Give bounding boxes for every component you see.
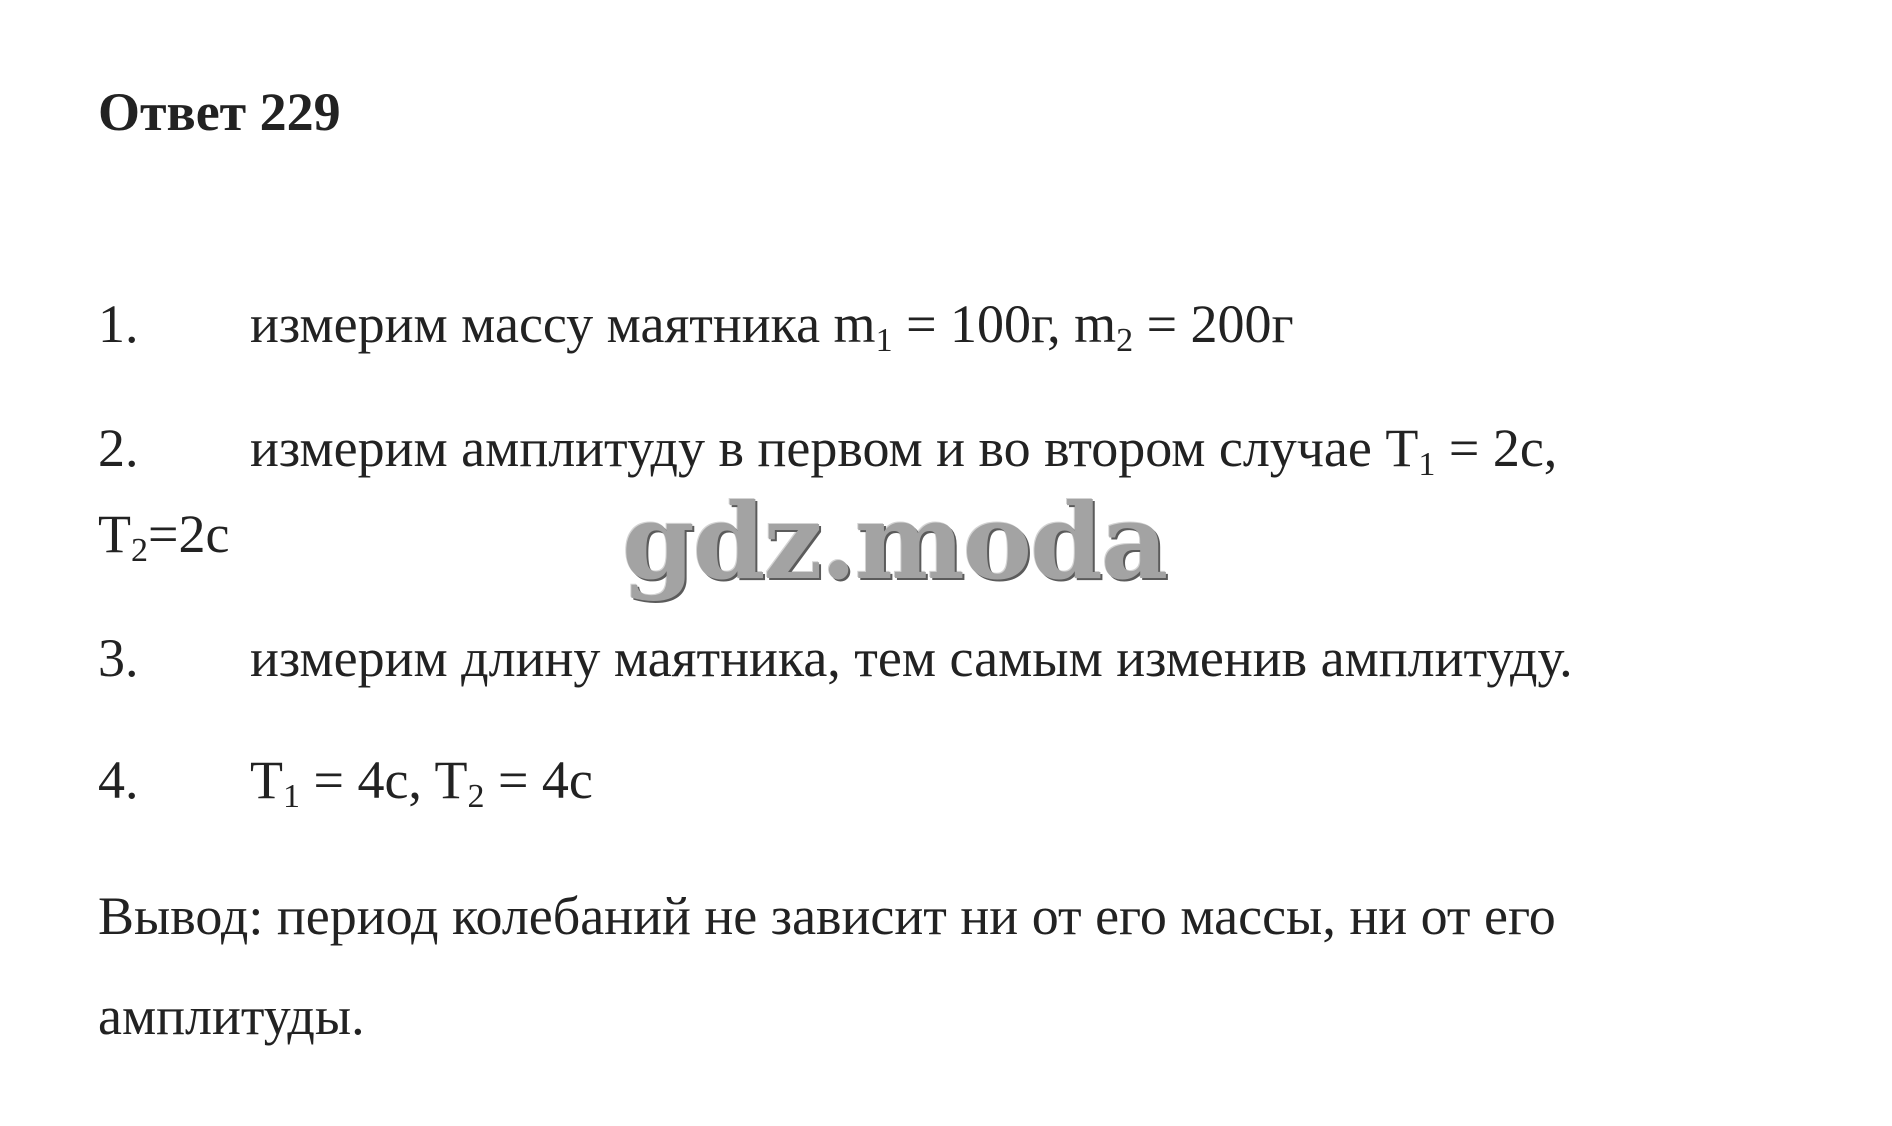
item-text-segment: = 4c, T <box>300 750 468 810</box>
item-number: 4. <box>98 750 139 810</box>
subscript: 1 <box>875 322 893 359</box>
item-text-segment: измерим амплитуду в первом и во втором случае T <box>250 418 1419 478</box>
item-number: 3. <box>98 628 139 688</box>
list-item-2-continuation <box>98 500 229 568</box>
subscript: 2 <box>131 532 148 569</box>
conclusion-line-1: Вывод: период колебаний не зависит ни от его массы, ни от его <box>98 886 1556 946</box>
item-number: 2. <box>98 418 139 478</box>
item-text <box>250 290 1294 358</box>
subscript: 2 <box>1116 322 1134 359</box>
answer-heading: Ответ 229 <box>98 82 341 142</box>
item-text-segment: T <box>98 504 131 564</box>
item-text-segment: =2c <box>148 504 230 564</box>
item-text <box>250 746 593 814</box>
item-text: измерим длину маятника, тем самым изменив амплитуду. <box>250 628 1573 688</box>
item-text-segment: = 100г, m <box>892 294 1117 354</box>
watermark-logo: gdz.moda <box>622 480 1167 603</box>
item-text-segment: = 4c <box>484 750 593 810</box>
subscript: 2 <box>467 778 485 815</box>
subscript: 1 <box>1418 446 1436 483</box>
item-text-segment: T <box>250 750 283 810</box>
item-text-segment: = 2c, <box>1435 418 1558 478</box>
item-text-segment: = 200г <box>1133 294 1294 354</box>
item-number: 1. <box>98 294 139 354</box>
subscript: 1 <box>283 778 300 815</box>
item-text <box>250 414 1557 482</box>
item-text-segment: измерим массу маятника m <box>250 294 876 354</box>
conclusion <box>98 866 1798 1066</box>
conclusion-line-2: амплитуды. <box>98 986 365 1046</box>
